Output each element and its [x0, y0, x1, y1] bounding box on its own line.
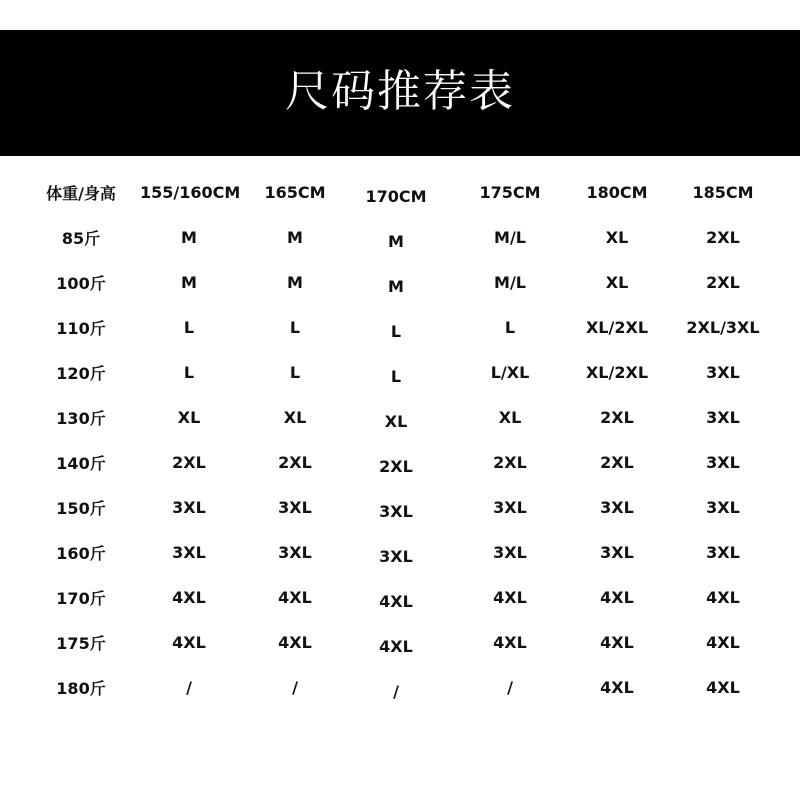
size-cell-h155-160: 3XL: [172, 543, 206, 562]
size-cell-h175: M/L: [494, 228, 526, 247]
size-cell-h185: 3XL: [706, 498, 740, 517]
size-cell-h175: 4XL: [493, 633, 527, 652]
size-cell-h165: 3XL: [278, 543, 312, 562]
size-cell-h165: M: [287, 228, 303, 247]
table-row: [22, 215, 792, 260]
size-cell-h165: 4XL: [278, 588, 312, 607]
table-row: [22, 485, 792, 530]
title-banner: [0, 30, 800, 156]
size-cell-h165: XL: [283, 408, 307, 427]
weight-cell: 100斤: [56, 274, 106, 293]
header-weight-height: 体重/身高: [46, 184, 116, 203]
size-cell-h165: L: [289, 363, 301, 382]
size-cell-h185: 3XL: [706, 363, 740, 382]
size-cell-h175: 3XL: [493, 543, 527, 562]
weight-cell: 175斤: [56, 634, 106, 653]
size-cell-h180: 2XL: [600, 453, 634, 472]
size-cell-h165: L: [289, 318, 301, 337]
size-cell-h180: XL/2XL: [585, 363, 649, 382]
size-cell-h185: 2XL: [706, 273, 740, 292]
header-height-170: 170CM: [365, 187, 427, 206]
table-row: [22, 575, 792, 620]
header-height-155-160: 155/160CM: [140, 183, 241, 202]
table-header-row: [22, 170, 792, 215]
size-cell-h175: L/XL: [490, 363, 530, 382]
size-cell-h185: 3XL: [706, 408, 740, 427]
size-cell-h170: 3XL: [379, 547, 413, 566]
size-cell-h180: 4XL: [600, 678, 634, 697]
weight-cell: 130斤: [56, 409, 106, 428]
header-height-175: 175CM: [479, 183, 541, 202]
size-cell-h175: 4XL: [493, 588, 527, 607]
header-height-165: 165CM: [264, 183, 326, 202]
size-cell-h180: 4XL: [600, 588, 634, 607]
table-row: [22, 305, 792, 350]
size-cell-h180: 2XL: [600, 408, 634, 427]
size-cell-h155-160: 4XL: [172, 633, 206, 652]
size-cell-h185: 3XL: [706, 543, 740, 562]
size-cell-h185: 2XL/3XL: [686, 318, 760, 337]
size-cell-h170: /: [393, 682, 399, 701]
weight-cell: 110斤: [56, 319, 106, 338]
table-row: [22, 620, 792, 665]
size-cell-h185: 3XL: [706, 453, 740, 472]
size-cell-h155-160: 4XL: [172, 588, 206, 607]
size-cell-h170: L: [390, 322, 402, 341]
size-cell-h185: 2XL: [706, 228, 740, 247]
size-cell-h180: 3XL: [600, 498, 634, 517]
size-cell-h180: XL: [605, 273, 629, 292]
size-cell-h155-160: /: [186, 678, 192, 697]
size-cell-h165: 4XL: [278, 633, 312, 652]
size-cell-h155-160: L: [183, 318, 195, 337]
table-row: [22, 440, 792, 485]
table-row: [22, 530, 792, 575]
weight-cell: 120斤: [56, 364, 106, 383]
weight-cell: 180斤: [56, 679, 106, 698]
table-body: [22, 215, 792, 710]
size-cell-h175: /: [507, 678, 513, 697]
size-cell-h170: 4XL: [379, 637, 413, 656]
size-cell-h165: 2XL: [278, 453, 312, 472]
weight-cell: 140斤: [56, 454, 106, 473]
size-cell-h155-160: M: [181, 273, 197, 292]
size-cell-h165: 3XL: [278, 498, 312, 517]
table-row: [22, 260, 792, 305]
size-cell-h170: L: [390, 367, 402, 386]
size-cell-h155-160: M: [181, 228, 197, 247]
table-row: [22, 665, 792, 710]
size-cell-h155-160: 3XL: [172, 498, 206, 517]
size-cell-h180: XL: [605, 228, 629, 247]
weight-cell: 160斤: [56, 544, 106, 563]
header-height-185: 185CM: [692, 183, 754, 202]
size-cell-h165: M: [287, 273, 303, 292]
size-chart-table: [22, 170, 792, 710]
size-cell-h155-160: L: [183, 363, 195, 382]
size-cell-h175: 2XL: [493, 453, 527, 472]
weight-cell: 150斤: [56, 499, 106, 518]
size-cell-h155-160: 2XL: [172, 453, 206, 472]
size-cell-h170: M: [388, 277, 404, 296]
size-cell-h180: 4XL: [600, 633, 634, 652]
size-cell-h170: M: [388, 232, 404, 251]
size-cell-h185: 4XL: [706, 588, 740, 607]
size-cell-h175: M/L: [494, 273, 526, 292]
size-cell-h185: 4XL: [706, 633, 740, 652]
size-cell-h170: 2XL: [379, 457, 413, 476]
size-cell-h175: 3XL: [493, 498, 527, 517]
table-row: [22, 350, 792, 395]
weight-cell: 170斤: [56, 589, 106, 608]
size-cell-h180: 3XL: [600, 543, 634, 562]
header-height-180: 180CM: [586, 183, 648, 202]
size-cell-h175: XL: [498, 408, 522, 427]
page-title: 尺码推荐表: [285, 66, 515, 117]
size-cell-h170: 3XL: [379, 502, 413, 521]
weight-cell: 85斤: [61, 229, 101, 248]
size-cell-h185: 4XL: [706, 678, 740, 697]
size-cell-h180: XL/2XL: [585, 318, 649, 337]
size-cell-h170: 4XL: [379, 592, 413, 611]
size-cell-h155-160: XL: [177, 408, 201, 427]
table-row: [22, 395, 792, 440]
size-cell-h165: /: [292, 678, 298, 697]
size-cell-h170: XL: [384, 412, 408, 431]
size-cell-h175: L: [504, 318, 516, 337]
